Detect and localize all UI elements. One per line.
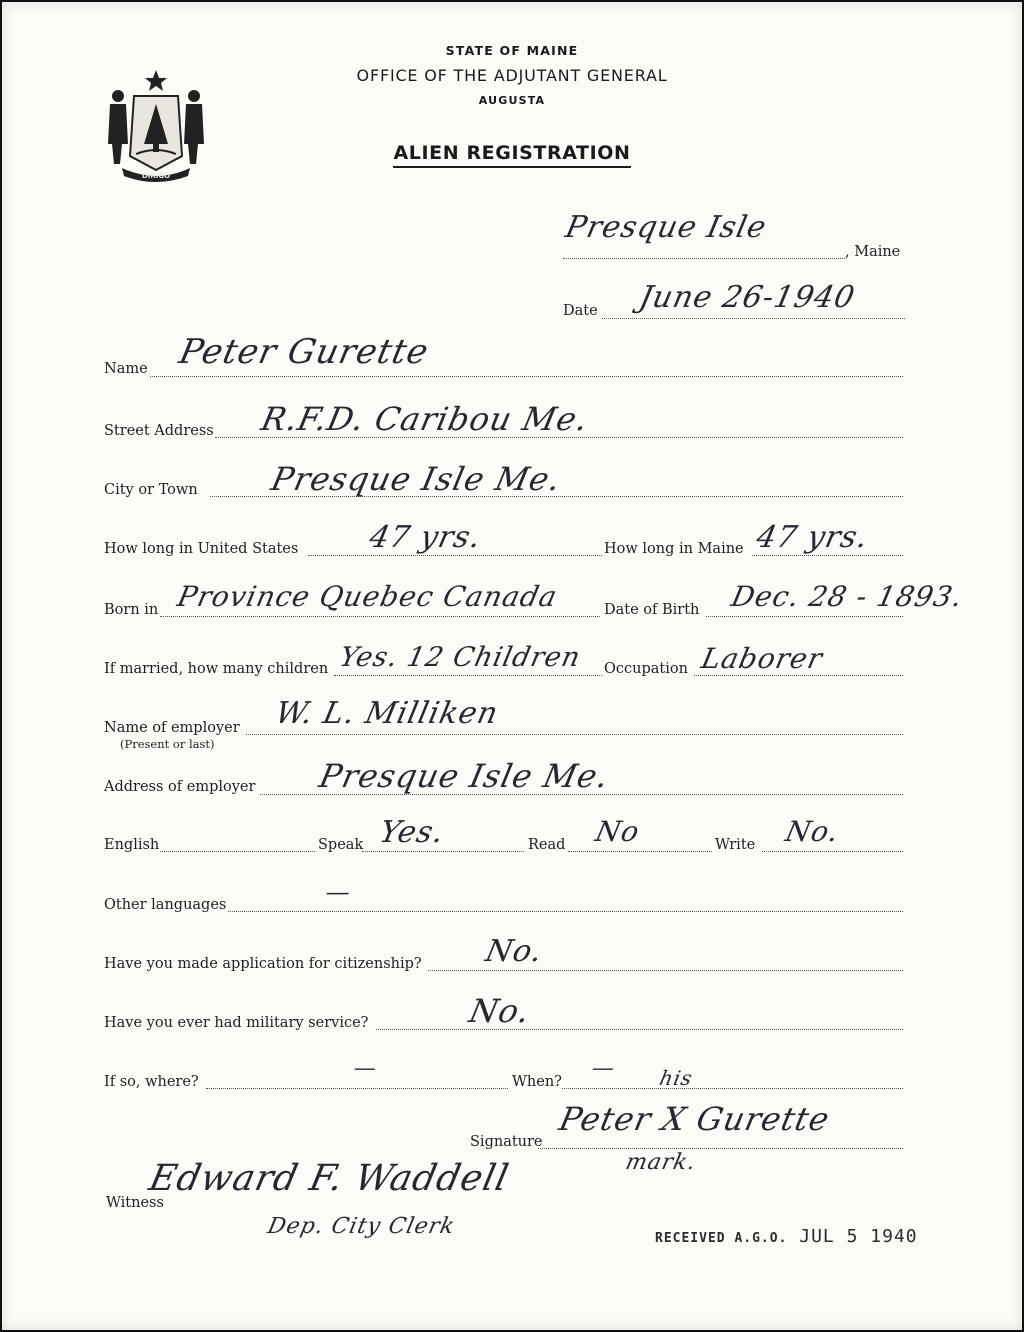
born-in-label: Born in (104, 602, 159, 618)
witness-label: Witness (106, 1195, 164, 1211)
street-address-value: R.F.D. Caribou Me. (257, 400, 593, 438)
state-heading: STATE OF MAINE (445, 43, 579, 58)
name-line (150, 376, 903, 377)
how-long-maine-label: How long in Maine (604, 541, 744, 557)
employer-name-line (246, 734, 903, 735)
english-line (160, 851, 315, 852)
children-value: Yes. 12 Children (336, 642, 584, 673)
city-heading: AUGUSTA (478, 94, 546, 107)
signature-value: Peter X Gurette (555, 1100, 834, 1138)
date-value: June 26-1940 (636, 280, 859, 315)
name-value: Peter Gurette (175, 332, 433, 372)
read-value: No (592, 815, 643, 848)
write-value: No. (782, 815, 843, 848)
signature-label: Signature (470, 1134, 543, 1150)
office-heading: OFFICE OF THE ADJUTANT GENERAL (356, 66, 668, 85)
date-label: Date (563, 303, 598, 319)
how-long-us-line (308, 555, 602, 556)
citizenship-label: Have you made application for citizenship? (104, 956, 422, 972)
speak-line (362, 851, 524, 852)
name-label: Name (104, 361, 148, 377)
signature-mark: mark. (623, 1150, 699, 1175)
children-line (334, 675, 602, 676)
citizenship-value: No. (482, 934, 547, 969)
when-line (562, 1088, 903, 1089)
citizenship-line (428, 970, 903, 971)
other-languages-label: Other languages (104, 897, 227, 913)
occupation-value: Laborer (698, 642, 826, 675)
maine-seal-icon (100, 66, 212, 184)
employer-name-label: Name of employer (104, 720, 240, 736)
witness-title: Dep. City Clerk (265, 1214, 458, 1239)
date-line (602, 318, 905, 319)
form-title-text: ALIEN REGISTRATION (393, 142, 630, 168)
read-label: Read (528, 837, 566, 853)
town-value: Presque Isle (562, 210, 770, 245)
where-line (206, 1088, 508, 1089)
write-label: Write (715, 837, 756, 853)
military-value: No. (465, 992, 534, 1030)
signature-his: his (657, 1066, 696, 1090)
employer-address-label: Address of employer (104, 779, 256, 795)
seal-motto: DIRIGO (141, 172, 171, 180)
where-value: — (351, 1056, 380, 1081)
employer-note-label: (Present or last) (120, 737, 215, 751)
received-stamp-date: JUL 5 1940 (799, 1226, 918, 1247)
read-line (568, 851, 712, 852)
received-stamp (655, 1226, 918, 1247)
date-of-birth-label: Date of Birth (604, 602, 700, 618)
employer-address-value: Presque Isle Me. (315, 757, 613, 795)
born-in-value: Province Quebec Canada (174, 580, 561, 613)
maine-label: , Maine (845, 244, 901, 260)
military-line (376, 1029, 903, 1030)
employer-name-value: W. L. Milliken (272, 696, 502, 731)
city-town-value: Presque Isle Me. (267, 460, 565, 498)
born-in-line (160, 616, 600, 617)
street-address-label: Street Address (104, 423, 214, 439)
city-town-label: City or Town (104, 482, 198, 498)
military-label: Have you ever had military service? (104, 1015, 369, 1031)
town-line (563, 258, 845, 259)
how-long-us-label: How long in United States (104, 541, 299, 557)
date-of-birth-line (706, 616, 903, 617)
english-label: English (104, 837, 160, 853)
occupation-line (694, 675, 903, 676)
when-value: — (589, 1056, 618, 1081)
how-long-maine-value: 47 yrs. (753, 520, 872, 555)
received-stamp-label: RECEIVED A.G.O. (655, 1231, 788, 1246)
speak-label: Speak (318, 837, 364, 853)
how-long-us-value: 47 yrs. (366, 520, 485, 555)
where-label: If so, where? (104, 1074, 199, 1090)
how-long-maine-line (752, 555, 903, 556)
children-label: If married, how many children (104, 661, 329, 677)
write-line (762, 851, 903, 852)
other-languages-line (228, 911, 903, 912)
speak-value: Yes. (376, 815, 448, 850)
date-of-birth-value: Dec. 28 - 1893. (728, 580, 967, 613)
other-languages-value: — (323, 878, 354, 906)
witness-value: Edward F. Waddell (145, 1158, 513, 1199)
occupation-label: Occupation (604, 661, 688, 677)
when-label: When? (512, 1074, 562, 1090)
signature-line (538, 1148, 903, 1149)
